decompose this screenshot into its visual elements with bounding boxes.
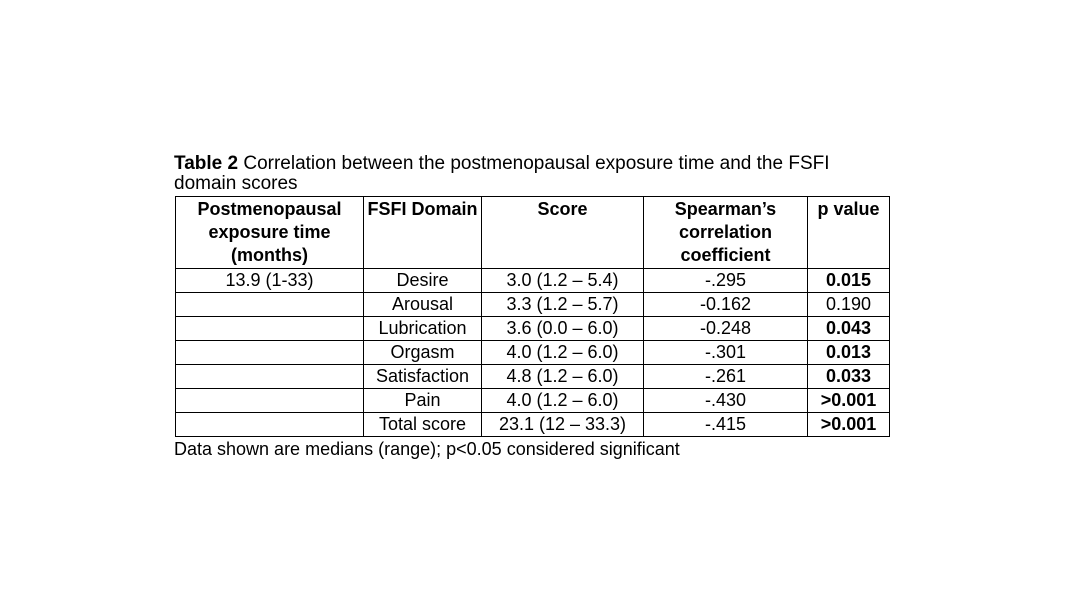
header-domain: FSFI Domain (364, 197, 482, 269)
header-coefficient: Spearman’s correlation coefficient (644, 197, 808, 269)
header-exposure: Postmenopausal exposure time (months) (176, 197, 364, 269)
cell-p-value: >0.001 (808, 389, 890, 413)
cell-p-value: >0.001 (808, 413, 890, 437)
cell-coefficient: -.295 (644, 269, 808, 293)
table-caption (174, 154, 890, 194)
cell-p-value: 0.013 (808, 341, 890, 365)
table-row (176, 413, 890, 437)
cell-domain: Orgasm (364, 341, 482, 365)
cell-coefficient: -.430 (644, 389, 808, 413)
cell-coefficient: -.301 (644, 341, 808, 365)
table-row (176, 365, 890, 389)
cell-exposure (176, 365, 364, 389)
table-footnote: Data shown are medians (range); p<0.05 considered significant (174, 439, 680, 459)
cell-coefficient: -0.162 (644, 293, 808, 317)
caption-label: Table 2 (174, 153, 239, 174)
cell-domain: Pain (364, 389, 482, 413)
cell-coefficient: -.261 (644, 365, 808, 389)
cell-coefficient: -0.248 (644, 317, 808, 341)
cell-score: 3.6 (0.0 – 6.0) (482, 317, 644, 341)
cell-coefficient: -.415 (644, 413, 808, 437)
cell-p-value: 0.015 (808, 269, 890, 293)
cell-p-value: 0.033 (808, 365, 890, 389)
table-container (174, 154, 890, 460)
table-row (176, 317, 890, 341)
header-row (176, 197, 890, 269)
table-row (176, 341, 890, 365)
correlation-table (175, 196, 890, 437)
cell-exposure (176, 293, 364, 317)
cell-exposure: 13.9 (1-33) (176, 269, 364, 293)
cell-domain: Total score (364, 413, 482, 437)
table-row (176, 293, 890, 317)
cell-p-value: 0.190 (808, 293, 890, 317)
cell-score: 4.8 (1.2 – 6.0) (482, 365, 644, 389)
cell-exposure (176, 413, 364, 437)
cell-exposure (176, 389, 364, 413)
cell-domain: Arousal (364, 293, 482, 317)
cell-score: 3.3 (1.2 – 5.7) (482, 293, 644, 317)
cell-exposure (176, 341, 364, 365)
header-p-value: p value (808, 197, 890, 269)
cell-score: 4.0 (1.2 – 6.0) (482, 389, 644, 413)
table-body (176, 269, 890, 437)
cell-exposure (176, 317, 364, 341)
cell-score: 3.0 (1.2 – 5.4) (482, 269, 644, 293)
caption-text: Correlation between the postmenopausal exposure time and the FSFI domain scores (174, 153, 830, 194)
cell-score: 4.0 (1.2 – 6.0) (482, 341, 644, 365)
cell-domain: Satisfaction (364, 365, 482, 389)
table-row (176, 269, 890, 293)
header-score: Score (482, 197, 644, 269)
table-row (176, 389, 890, 413)
cell-p-value: 0.043 (808, 317, 890, 341)
cell-score: 23.1 (12 – 33.3) (482, 413, 644, 437)
cell-domain: Lubrication (364, 317, 482, 341)
cell-domain: Desire (364, 269, 482, 293)
